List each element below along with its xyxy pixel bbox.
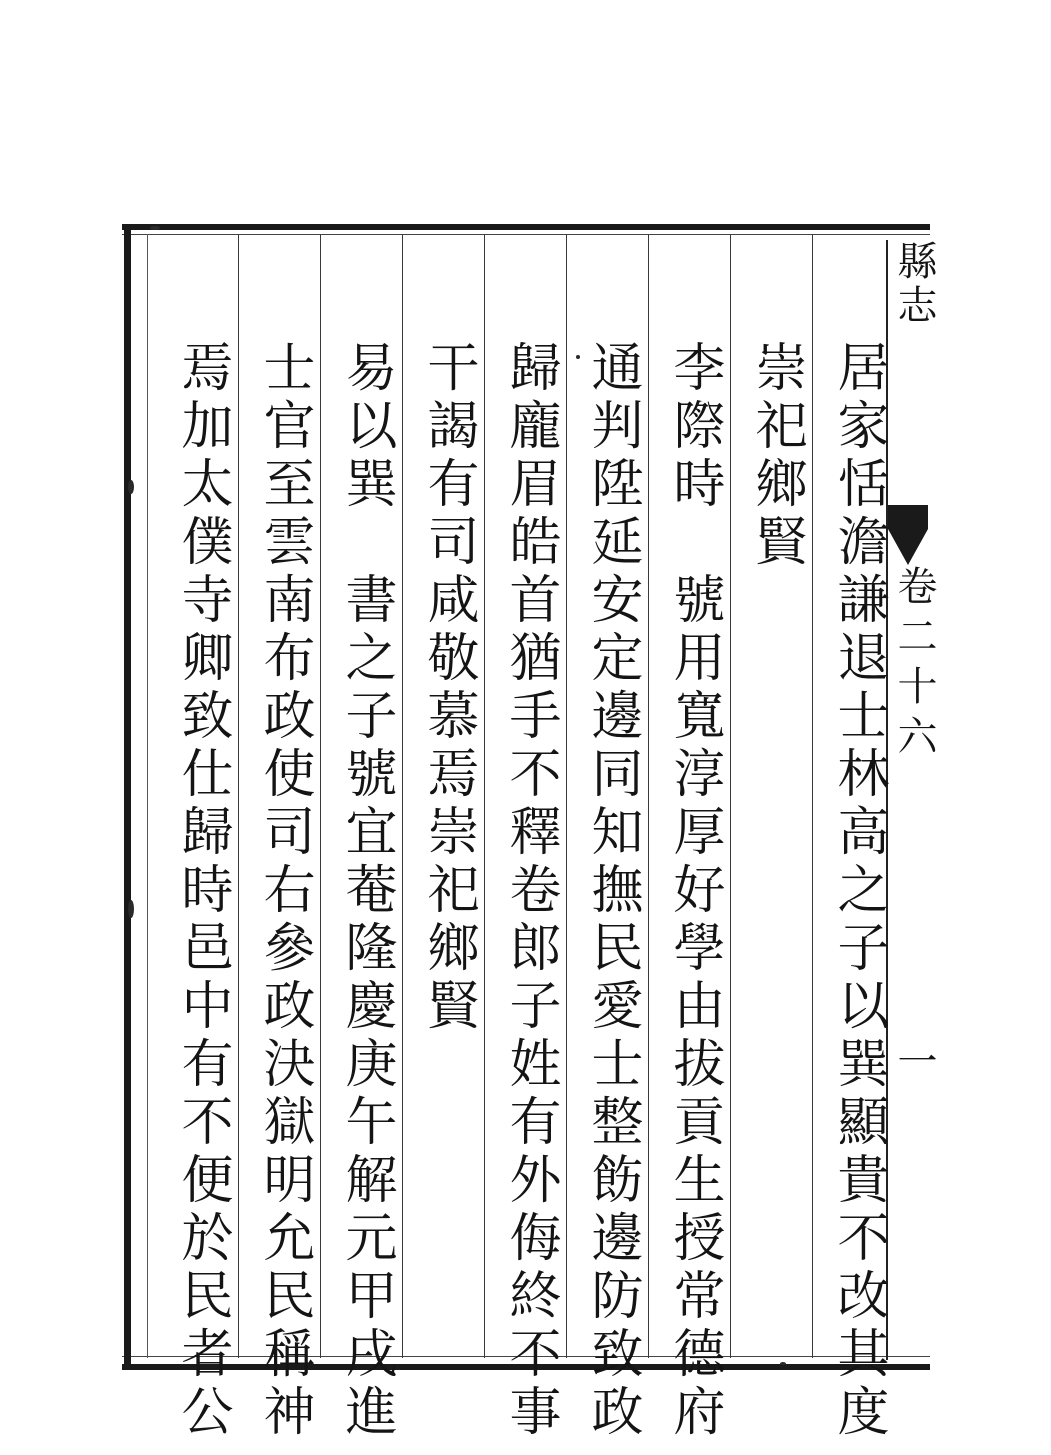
frame-top-inner-line: [122, 234, 930, 235]
scan-speck: [576, 355, 580, 359]
column-rule: [812, 234, 813, 1358]
banxin-page-number: 一: [891, 1040, 937, 1080]
column-rule: [566, 234, 567, 1358]
text-column-4: 通判陞延安定邊同知撫民愛士整飭邊防致政: [582, 340, 642, 1442]
scan-speck: [128, 900, 134, 918]
banxin-title: 縣志: [891, 240, 937, 328]
text-column-6: 干謁有司咸敬慕焉崇祀鄉賢: [418, 340, 478, 1036]
text-column-2: 崇祀鄉賢: [746, 340, 806, 572]
column-rule: [402, 234, 403, 1358]
frame-top-border: [122, 224, 930, 230]
scan-speck: [150, 226, 160, 230]
column-rule: [730, 234, 731, 1358]
column-rule: [648, 234, 649, 1358]
text-column-1: 居家恬澹謙退士林高之子以巽顯貴不改其度: [828, 340, 888, 1442]
text-column-3: 李際時 號用寬淳厚好學由拔貢生授常德府: [664, 340, 724, 1442]
text-column-8: 士官至雲南布政使司右參政決獄明允民稱神: [254, 340, 314, 1442]
column-rule: [238, 234, 239, 1358]
text-column-7: 易以巽 書之子號宜菴隆慶庚午解元甲戌進: [336, 340, 396, 1442]
scan-speck: [128, 480, 134, 494]
frame-left-inner-line: [147, 234, 148, 1358]
frame-left-border: [124, 226, 131, 1370]
text-column-9: 焉加太僕寺卿致仕歸時邑中有不便於民者公: [172, 340, 232, 1442]
banxin-juan-number: 卷二十六: [891, 565, 937, 765]
column-rule: [484, 234, 485, 1358]
scan-speck: [780, 1362, 786, 1365]
column-rule: [320, 234, 321, 1358]
text-column-5: 歸龐眉皓首猶手不釋卷郎子姓有外侮終不事: [500, 340, 560, 1442]
